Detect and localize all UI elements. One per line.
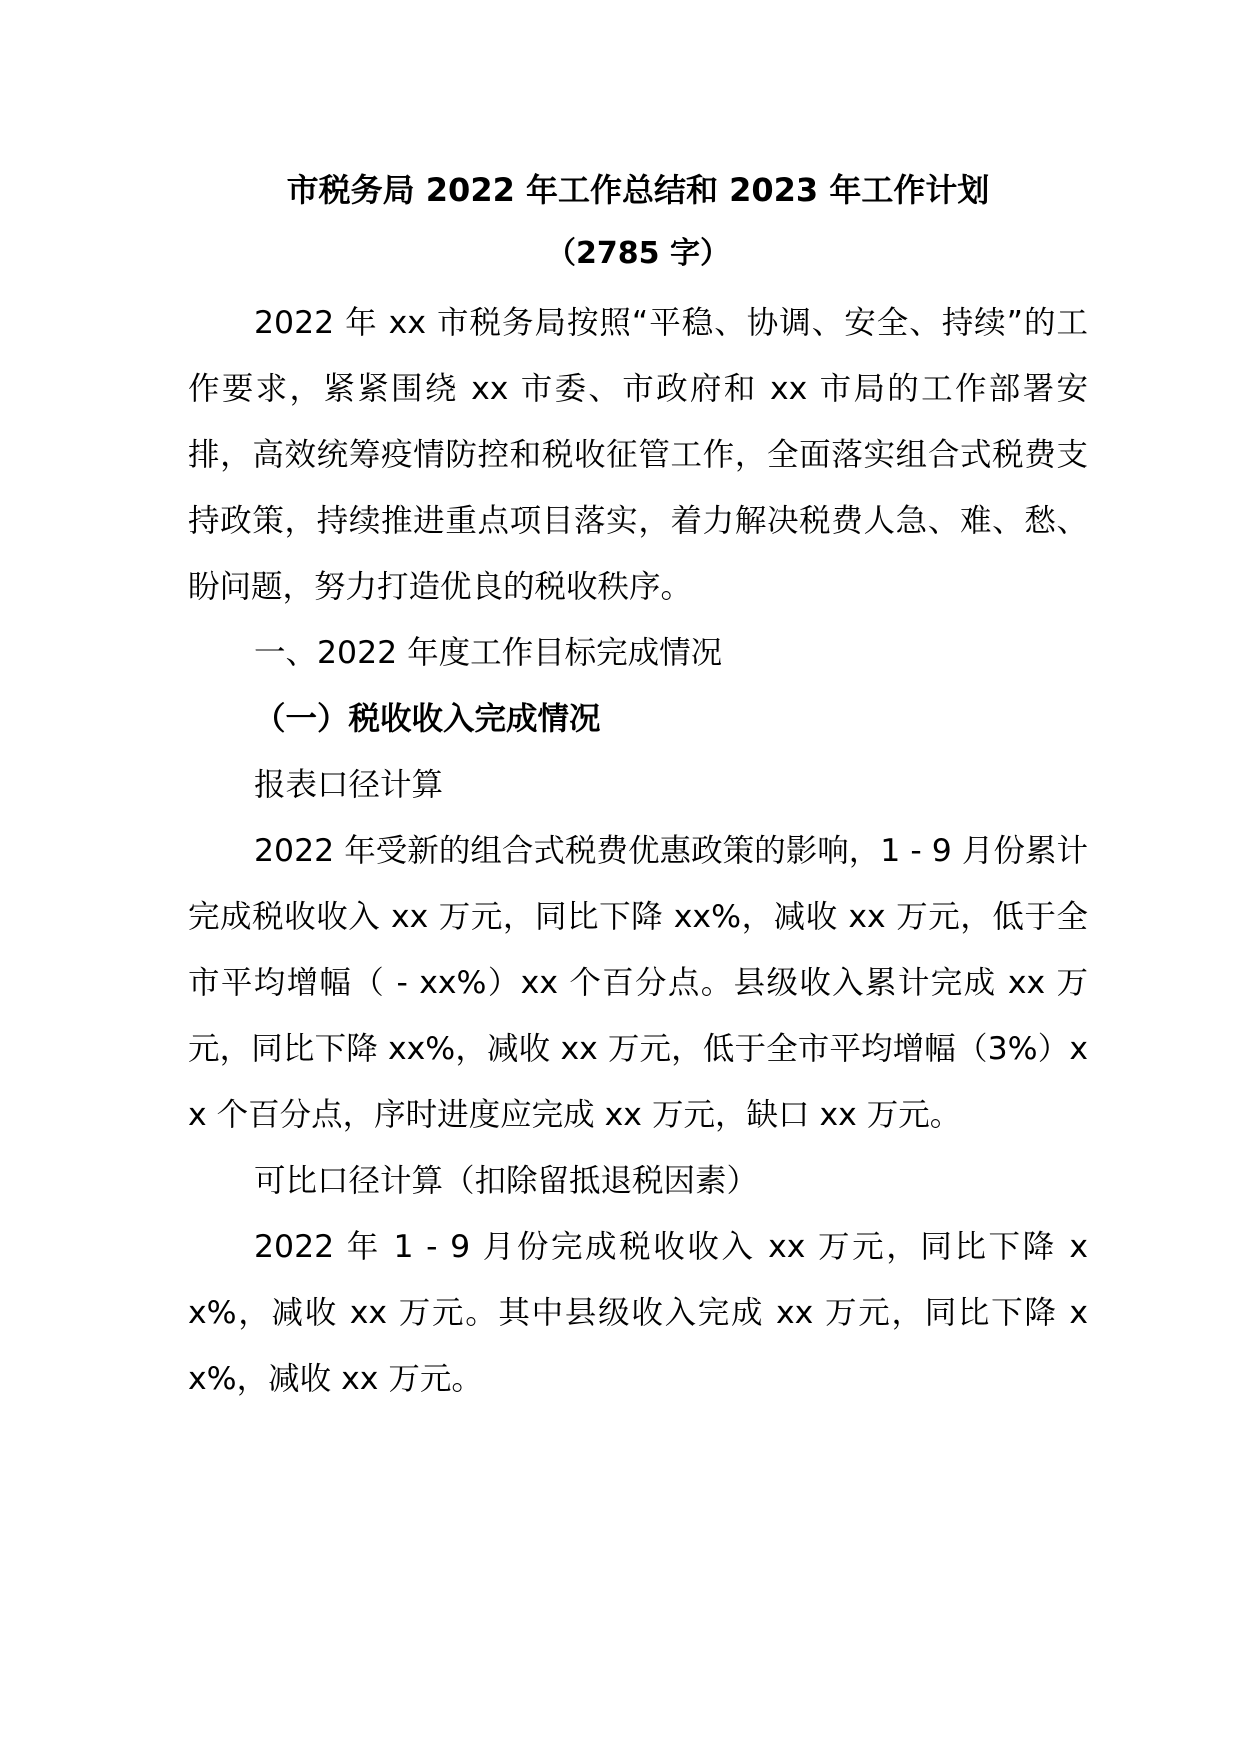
comparable-basis-paragraph: 2022 年 1 - 9 月份完成税收收入 xx 万元，同比下降 xx%，减收 xx 万元。其中县级收入完成 xx 万元，同比下降 xx%，减收 xx 万元。 [188, 1229, 1088, 1397]
report-basis-paragraph: 2022 年受新的组合式税费优惠政策的影响，1 - 9 月份累计完成税收收入 xx 万元，同比下降 xx%，减收 xx 万元，低于全市平均增幅（ - xx%）xx 个百分点。县级收入累计完成 xx 万元，同比下降 xx%，减收 xx 万元，低于全市平均增幅（3%）xx 个百分点，序时进度应完成 xx 万元，缺口 xx 万元。 [188, 833, 1088, 1133]
report-basis-heading: 报表口径计算 [254, 767, 444, 803]
document-title: 市税务局 2022 年工作总结和 2023 年工作计划 [286, 171, 990, 209]
section-heading-1: 一、2022 年度工作目标完成情况 [254, 635, 723, 671]
comparable-basis-heading: 可比口径计算（扣除留抵退税因素） [254, 1163, 759, 1199]
document-word-count: （2785 字） [546, 236, 730, 271]
intro-paragraph: 2022 年 xx 市税务局按照“平稳、协调、安全、持续”的工作要求，紧紧围绕 xx 市委、市政府和 xx 市局的工作部署安排，高效统筹疫情防控和税收征管工作，全面落实组合式税费支持政策，持续推进重点项目落实，着力解决税费人急、难、愁、盼问题，努力打造优良的税收秩序。 [188, 305, 1088, 605]
subsection-heading-1-1: （一）税收收入完成情况 [254, 701, 601, 737]
document-body [188, 158, 1088, 1412]
